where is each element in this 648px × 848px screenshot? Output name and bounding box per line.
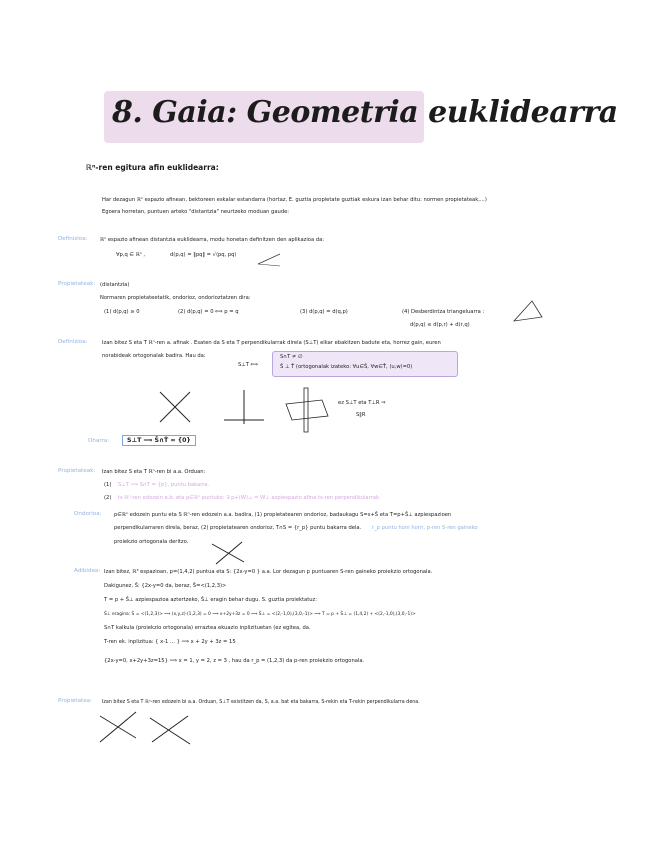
properties-text: Normaren propietateetatik, ondorioz, ondorioztatzen dira: xyxy=(100,295,251,301)
projection-sketch xyxy=(210,538,246,566)
example-line-6: T-ren ek. inplizitua: { x-1 ... } ⟹ x + 2y + 3z = 15 xyxy=(104,639,236,645)
property-item-4: (4) Desberdintza triangeluarra : xyxy=(402,309,485,315)
property-text: Izan bitez S eta T ℝⁿ-ren edozein bi a.a. Orduan, S⊥T existitzen da, S, a.a. bat eta bakarra, S-rekin eta T-rekin perpendikularra dena. xyxy=(102,700,420,705)
conclusion-line-2: perpendikularraren direla, beraz, (2) propietatearen ondorioz, T∩S = {r_p} puntu bakarra dela. xyxy=(114,525,362,531)
conclusion-label: Ondorioa: xyxy=(74,511,102,517)
definition2-line-1: Izan bitez S eta T ℝⁿ-ren a. afinak . Esaten da S eta T perpendikularrak direla (S⊥T) elkar ebakitzen badute eta, horrez gain, euren xyxy=(102,340,441,346)
perpendicular-common-sketch xyxy=(96,708,196,748)
line-plane-sketch xyxy=(222,388,266,432)
example-line-2: Dakigunez, Ŝ: {2x-y=0 da, beraz, Ŝ=<(1,2,3)> xyxy=(104,583,227,589)
properties2-item-2-num: (2) xyxy=(104,495,112,501)
triangle-inequality: d(p,q) ≤ d(p,r) + d(r,q) xyxy=(410,322,470,328)
example-line-4: Ŝ⊥ eragina: Ŝ = <(1,2,3)> ⟹ (x,y,z)·(1,2,3) = 0 ⟹ x+2y+3z = 0 ⟹ Ŝ⊥ = <(2,-1,0),(3,0,-1)> ⟹ T = p + Ŝ⊥ = (1,4,2) + <(2,-1,0),(3,0,-1)> xyxy=(104,612,416,617)
properties-heading: (distantzia) xyxy=(100,282,130,288)
section-heading: ℝⁿ-ren egitura afin euklidearra: xyxy=(86,163,219,172)
definition2-cond-2: Ŝ ⊥ T̂ (ortogonalak izateko: ∀u∈Ŝ, ∀w∈T̂, ⟨u,w⟩=0) xyxy=(280,364,413,370)
intro-line-2: Egoera horretan, puntuen arteko "distantzia" neurtzeko moduan gaude: xyxy=(102,209,290,215)
distance-sketch xyxy=(254,250,284,272)
example-line-5: S∩T kalkula (proiekzio ortogonala) erraztea ekuazio inplizituetan (ez egitea, da. xyxy=(104,625,311,631)
conclusion-line-3: proiekzio ortogonala deritzo. xyxy=(114,539,189,545)
definition2-line-2: norabideak ortogonalak badira. Hau da: xyxy=(102,353,206,359)
example-line-3: T = p + Ŝ⊥ azpiespazioa aztertzeko, Ŝ⊥ eragin behar dugu. S. guztia proiektatuz: xyxy=(104,597,318,603)
property-item-2: (2) d(p,q) = 0 ⟺ p = q xyxy=(178,309,239,315)
definition-formula-right: d(p,q) = ‖pq‖ = √⟨pq, pq⟩ xyxy=(170,252,237,258)
definition-text: ℝⁿ espazio afinean distantzia euklidearra, modu honetan definitzen den aplikazioa da: xyxy=(100,237,325,243)
perpendicular-planes-sketch xyxy=(282,386,332,436)
property-label: Propietatea: xyxy=(58,698,92,704)
properties2-item-1-num: (1) xyxy=(104,482,112,488)
definition2-cond-lhs: S⊥T ⟺ xyxy=(238,362,259,368)
conclusion-line-1: p∈ℝⁿ edozein puntu eta S ℝⁿ-ren edozein a.a. badira, (1) propietatearen ondorioz, badaukagu S=s+Ŝ eta T=p+Ŝ⊥ azpiespazioen xyxy=(114,512,452,518)
properties2-label: Propietateak: xyxy=(58,468,96,474)
perpendicular-note: ez S⊥T eta T⊥R ⇒ xyxy=(338,400,386,406)
properties2-text: Izan bitez S eta T ℝⁿ-ren bi a.a. Orduan: xyxy=(102,469,206,475)
definition2-cond-1: S∩T ≠ ∅ xyxy=(280,354,303,360)
definition2-label: Definizioa: xyxy=(58,339,88,345)
perpendicular-note-2: S∥R xyxy=(356,412,366,418)
properties-label: Propietateak: xyxy=(58,281,96,287)
definition-label: Definizioa: xyxy=(58,236,88,242)
triangle-sketch xyxy=(508,299,548,327)
example-line-7: {2x-y=0, x+2y+3z=15} ⟹ x = 1, y = 2, z = 3 , hau da r_p = (1,2,3) da p-ren proiekzio ortogonala. xyxy=(104,658,365,664)
property-item-3: (3) d(p,q) = d(q,p) xyxy=(300,309,348,315)
properties2-item-1: S⊥T ⟹ S∩T = {p}, puntu bakarra. xyxy=(118,482,210,488)
note-box: S⊥T ⟹ Ŝ∩T̂ = {0} xyxy=(122,435,196,446)
definition-formula-left: ∀p,q ∈ ℝⁿ , xyxy=(116,252,146,258)
conclusion-line-2-tail: r_p puntu honi horri, p-ren S-ren gaineko xyxy=(372,525,478,531)
properties2-item-2: ts ℝⁿ-ren edozein a.b. eta p∈ℝⁿ puntuko: ∃ p+(W)⊥ = W⊥ azpiespazio afina ts-ren perpendikularrak. xyxy=(118,495,381,501)
example-line-1: Izan bitez, ℝ³ espazioan, p=(1,4,2) puntua eta S: {2x-y=0 } a.a. Lor dezagun p puntuaren S-ren gaineko proiekzio ortogonala. xyxy=(104,569,433,575)
note-label: Oharra: xyxy=(88,438,110,444)
page-title: 8. Gaia: Geometria euklidearra xyxy=(112,95,618,130)
perpendicular-lines-sketch xyxy=(156,388,196,428)
intro-line-1: Har dezagun ℝⁿ espazio afinean, bektoreen eskalar estandarra (hortaz, E. guztia propietate guztiak eskura izan behar ditu: normen propietateak,...) xyxy=(102,197,487,203)
example-label: Adibidea: xyxy=(74,568,101,574)
property-item-1: (1) d(p,q) ≥ 0 xyxy=(104,309,140,315)
